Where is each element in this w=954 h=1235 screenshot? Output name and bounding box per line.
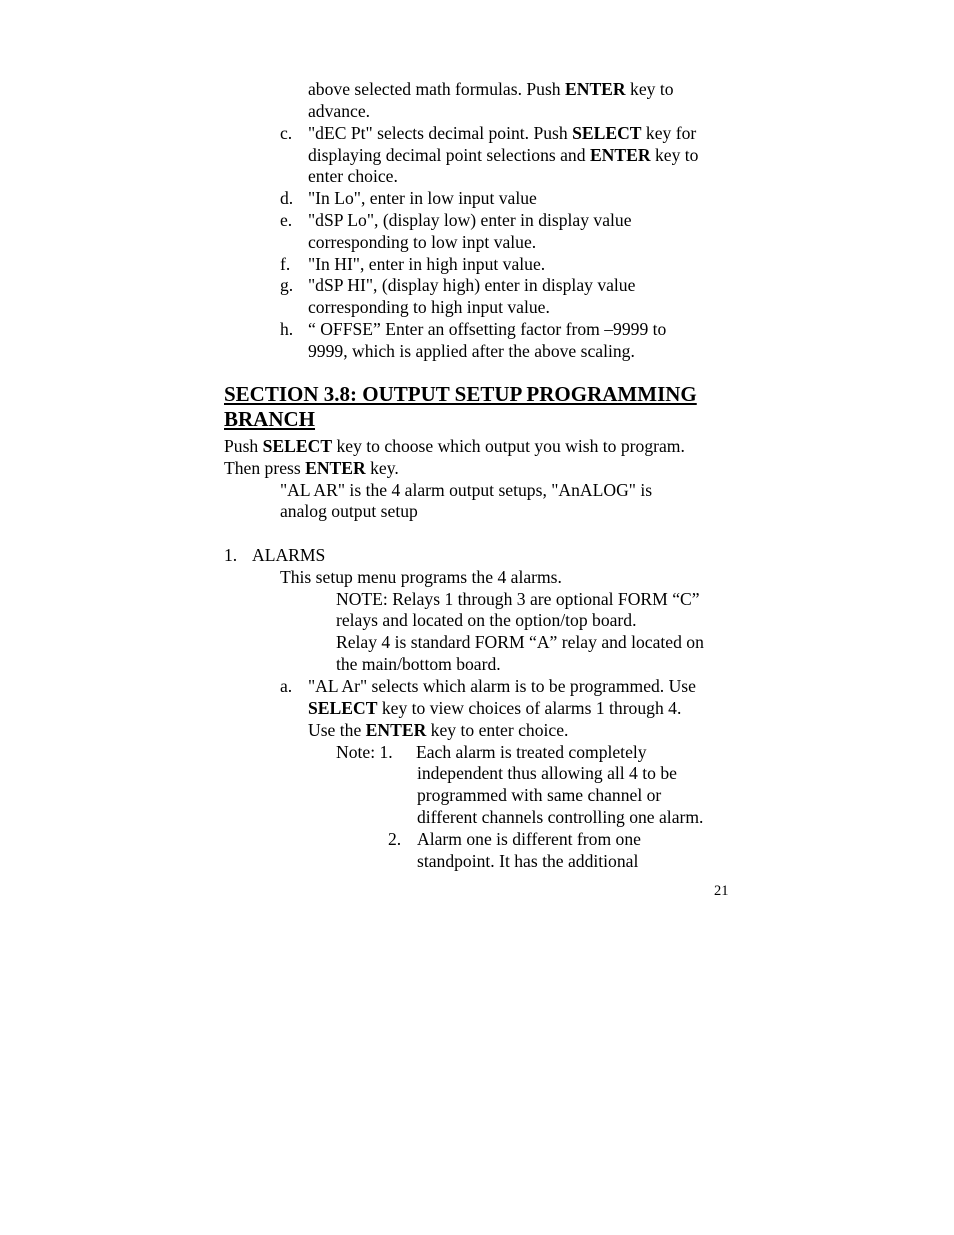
bold-key-name: ENTER (365, 720, 427, 740)
text-span: Then press (224, 458, 306, 478)
text-line (308, 100, 370, 122)
text-span: advance. (308, 101, 371, 121)
text-line (280, 566, 562, 588)
text-span: analog output setup (280, 501, 418, 521)
list-marker: 2. (388, 829, 402, 849)
text-line (308, 122, 696, 144)
section-heading-line (224, 407, 315, 432)
text-line (308, 165, 398, 187)
list-marker: f. (280, 254, 291, 274)
text-span: "In HI", enter in high input value. (308, 254, 546, 274)
text-line (417, 806, 703, 828)
text-span: key. (365, 458, 399, 478)
text-span: "dSP HI", (display high) enter in display value (308, 275, 636, 295)
text-line (308, 296, 550, 318)
text-span: Use the (308, 720, 366, 740)
text-span: the main/bottom board. (336, 654, 501, 674)
section-heading-line (224, 382, 697, 407)
text-span: Alarm one is different from one (417, 829, 641, 849)
list-marker: d. (280, 188, 294, 208)
text-line (336, 631, 704, 653)
text-span: key to (650, 145, 699, 165)
text-span: "dEC Pt" selects decimal point. Push (308, 123, 573, 143)
text-span: This setup menu programs the 4 alarms. (280, 567, 562, 587)
text-span: 9999, which is applied after the above scaling. (308, 341, 635, 361)
bold-key-name: SELECT (308, 698, 378, 718)
text-line (308, 340, 635, 362)
text-line (224, 457, 399, 479)
text-span: key for (641, 123, 697, 143)
bold-key-name: SELECT (572, 123, 642, 143)
list-marker: c. (280, 123, 293, 143)
text-line (417, 784, 661, 806)
text-span: key to (625, 79, 674, 99)
text-span: independent thus allowing all 4 to be (417, 763, 677, 783)
text-span: “ OFFSE” Enter an offsetting factor from –9999 to (308, 319, 667, 339)
text-line (280, 500, 418, 522)
text-line (252, 544, 325, 566)
text-span: above selected math formulas. Push (308, 79, 565, 99)
text-line (308, 187, 537, 209)
text-span: key to enter choice. (426, 720, 569, 740)
list-marker: Note: 1. (336, 742, 393, 762)
text-span: corresponding to high input value. (308, 297, 550, 317)
list-marker: a. (280, 676, 293, 696)
text-span: Push (224, 436, 263, 456)
text-line (308, 231, 536, 253)
text-line (417, 828, 641, 850)
text-span: corresponding to low inpt value. (308, 232, 537, 252)
text-span: displaying decimal point selections and (308, 145, 590, 165)
text-span: relays and located on the option/top board. (336, 610, 637, 630)
text-line (336, 588, 700, 610)
text-line (336, 609, 636, 631)
text-line (336, 653, 501, 675)
text-line (417, 850, 638, 872)
bold-key-name: SELECT (262, 436, 333, 456)
text-span: "In Lo", enter in low input value (308, 188, 537, 208)
list-marker: e. (280, 210, 293, 230)
text-span: Relay 4 is standard FORM “A” relay and located on (336, 632, 704, 652)
list-marker: 1. (224, 545, 238, 565)
list-marker: g. (280, 275, 294, 295)
text-span: enter choice. (308, 166, 398, 186)
text-line (308, 675, 696, 697)
text-span: different channels controlling one alarm. (417, 807, 704, 827)
text-span: NOTE: Relays 1 through 3 are optional FORM “C” (336, 589, 700, 609)
text-span: programmed with same channel or (417, 785, 662, 805)
text-line (308, 144, 698, 166)
text-span: "AL AR" is the 4 alarm output setups, "AnALOG" is (280, 480, 653, 500)
list-marker: h. (280, 319, 294, 339)
text-span: standpoint. It has the additional (417, 851, 639, 871)
text-line (280, 479, 652, 501)
bold-key-name: ENTER (565, 79, 626, 99)
bold-key-name: ENTER (305, 458, 366, 478)
text-span: ALARMS (252, 545, 326, 565)
text-line (308, 209, 632, 231)
text-line (417, 762, 677, 784)
text-span: "AL Ar" selects which alarm is to be programmed. Use (308, 676, 696, 696)
text-span: "dSP Lo", (display low) enter in display value (308, 210, 632, 230)
text-span: BRANCH (224, 407, 316, 431)
text-line (308, 697, 681, 719)
text-span: key to choose which output you wish to program. (332, 436, 685, 456)
text-line (308, 318, 666, 340)
page-number: 21 (714, 883, 729, 899)
text-line (308, 78, 674, 100)
text-line (308, 719, 568, 741)
text-line (224, 435, 685, 457)
text-span: key to view choices of alarms 1 through 4. (377, 698, 682, 718)
text-line (308, 253, 545, 275)
text-line (416, 741, 647, 763)
bold-key-name: ENTER (589, 145, 651, 165)
text-span: SECTION 3.8: OUTPUT SETUP PROGRAMMING (224, 382, 697, 406)
text-span: Each alarm is treated completely (416, 742, 647, 762)
text-line (308, 274, 635, 296)
